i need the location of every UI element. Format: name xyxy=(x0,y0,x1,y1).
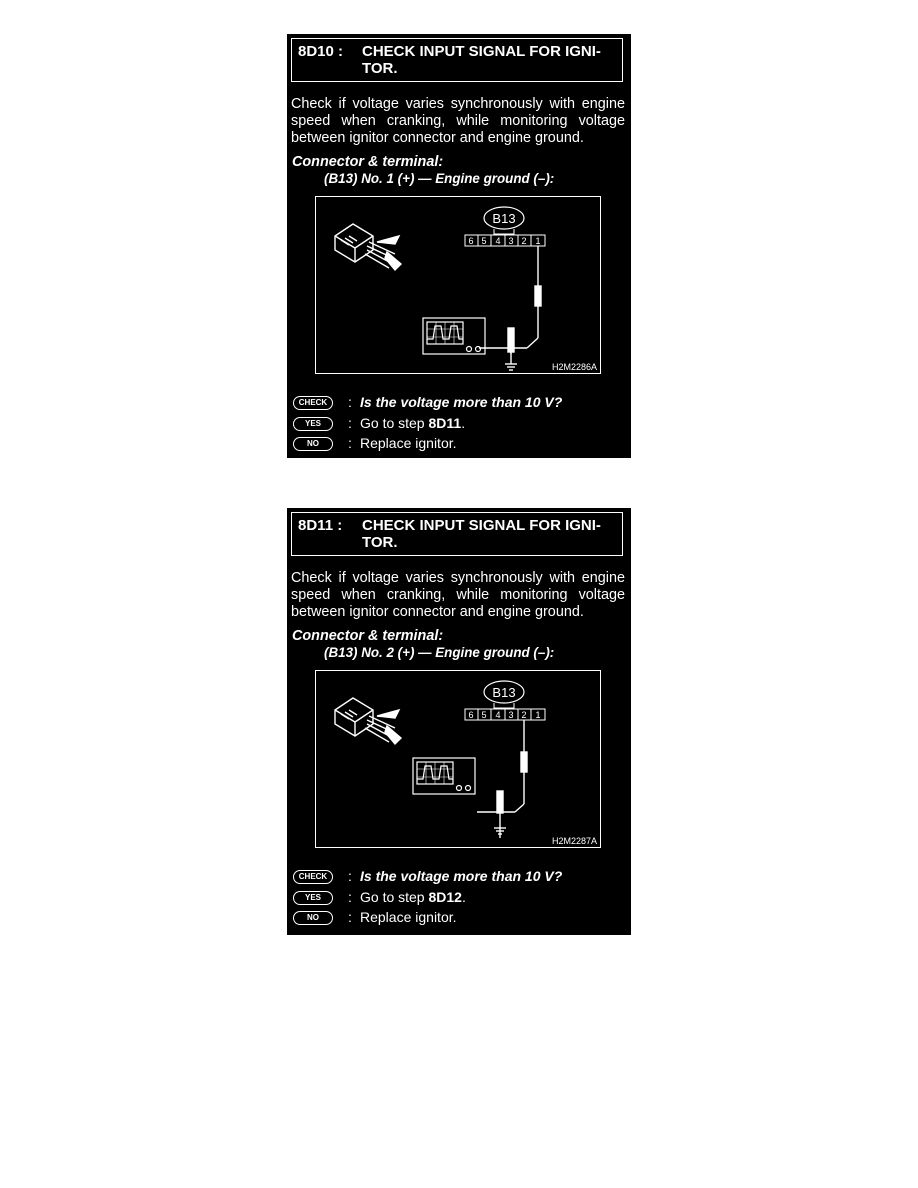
yes-row: YES : Go to step 8D12. xyxy=(291,889,627,909)
step-description: Check if voltage varies synchronously with engine speed when cranking, while monitoring voltage between ignitor connector and engine ground. xyxy=(291,96,625,146)
pin-label: 3 xyxy=(508,236,514,246)
pin-label: 3 xyxy=(508,710,514,720)
connector-pin-row xyxy=(465,709,545,720)
no-badge: NO xyxy=(293,911,333,925)
connector-terminal-value: (B13) No. 1 (+) — Engine ground (–): xyxy=(324,171,555,186)
check-row: CHECK : Is the voltage more than 10 V? xyxy=(291,394,627,414)
oscilloscope-icon xyxy=(423,318,485,354)
check-question: Is the voltage more than 10 V? xyxy=(360,868,563,884)
yes-action: Go to step 8D12. xyxy=(360,889,466,905)
pin-label: 5 xyxy=(481,710,487,720)
pin-label: 2 xyxy=(521,236,527,246)
connector-name: B13 xyxy=(492,685,516,700)
figure-code: H2M2286A xyxy=(551,362,597,372)
no-row: NO : Replace ignitor. xyxy=(291,909,627,929)
check-badge: CHECK xyxy=(293,870,333,884)
no-badge: NO xyxy=(293,437,333,451)
pin-label: 1 xyxy=(535,236,541,246)
no-action: Replace ignitor. xyxy=(360,909,457,925)
no-row: NO : Replace ignitor. xyxy=(291,435,627,455)
connector-pin-row xyxy=(465,235,545,246)
step-header xyxy=(291,38,623,82)
next-step-link[interactable]: 8D12 xyxy=(428,889,462,905)
step-panel-8d10 xyxy=(287,34,631,458)
step-number: 8D10 : xyxy=(298,43,344,60)
pin-label: 4 xyxy=(495,236,501,246)
no-action: Replace ignitor. xyxy=(360,435,457,451)
connector-terminal-label: Connector & terminal: xyxy=(292,628,444,644)
yes-badge: YES xyxy=(293,891,333,905)
wiring-diagram xyxy=(315,670,601,848)
pin-label: 5 xyxy=(481,236,487,246)
connector-terminal-label: Connector & terminal: xyxy=(292,154,444,170)
wiring-diagram-figure xyxy=(315,670,601,848)
check-question: Is the voltage more than 10 V? xyxy=(360,394,563,410)
connector-illustration-icon xyxy=(335,224,401,270)
ground-symbol-icon xyxy=(505,328,517,370)
step-number: 8D11 : xyxy=(298,517,343,534)
connector-name: B13 xyxy=(492,211,516,226)
pin-label: 4 xyxy=(495,710,501,720)
check-row: CHECK : Is the voltage more than 10 V? xyxy=(291,868,627,888)
yes-row: YES : Go to step 8D11. xyxy=(291,415,627,435)
yes-badge: YES xyxy=(293,417,333,431)
figure-code: H2M2287A xyxy=(551,836,597,846)
wiring-diagram-figure xyxy=(315,196,601,374)
connector-illustration-icon xyxy=(335,698,401,744)
pin-label: 2 xyxy=(521,710,527,720)
yes-action: Go to step 8D11. xyxy=(360,415,466,431)
next-step-link[interactable]: 8D11 xyxy=(428,415,462,431)
step-description: Check if voltage varies synchronously with engine speed when cranking, while monitoring voltage between ignitor connector and engine ground. xyxy=(291,570,625,620)
check-badge: CHECK xyxy=(293,396,333,410)
wiring-diagram xyxy=(315,196,601,374)
step-title: CHECK INPUT SIGNAL FOR IGNI-TOR. xyxy=(362,43,601,77)
oscilloscope-icon xyxy=(413,758,475,794)
pin-label: 1 xyxy=(535,710,541,720)
step-panel-8d11 xyxy=(287,508,631,935)
connector-terminal-value: (B13) No. 2 (+) — Engine ground (–): xyxy=(324,645,555,660)
pin-label: 6 xyxy=(468,236,474,246)
pin-label: 6 xyxy=(468,710,474,720)
step-header xyxy=(291,512,623,556)
step-title: CHECK INPUT SIGNAL FOR IGNI-TOR. xyxy=(362,517,601,551)
